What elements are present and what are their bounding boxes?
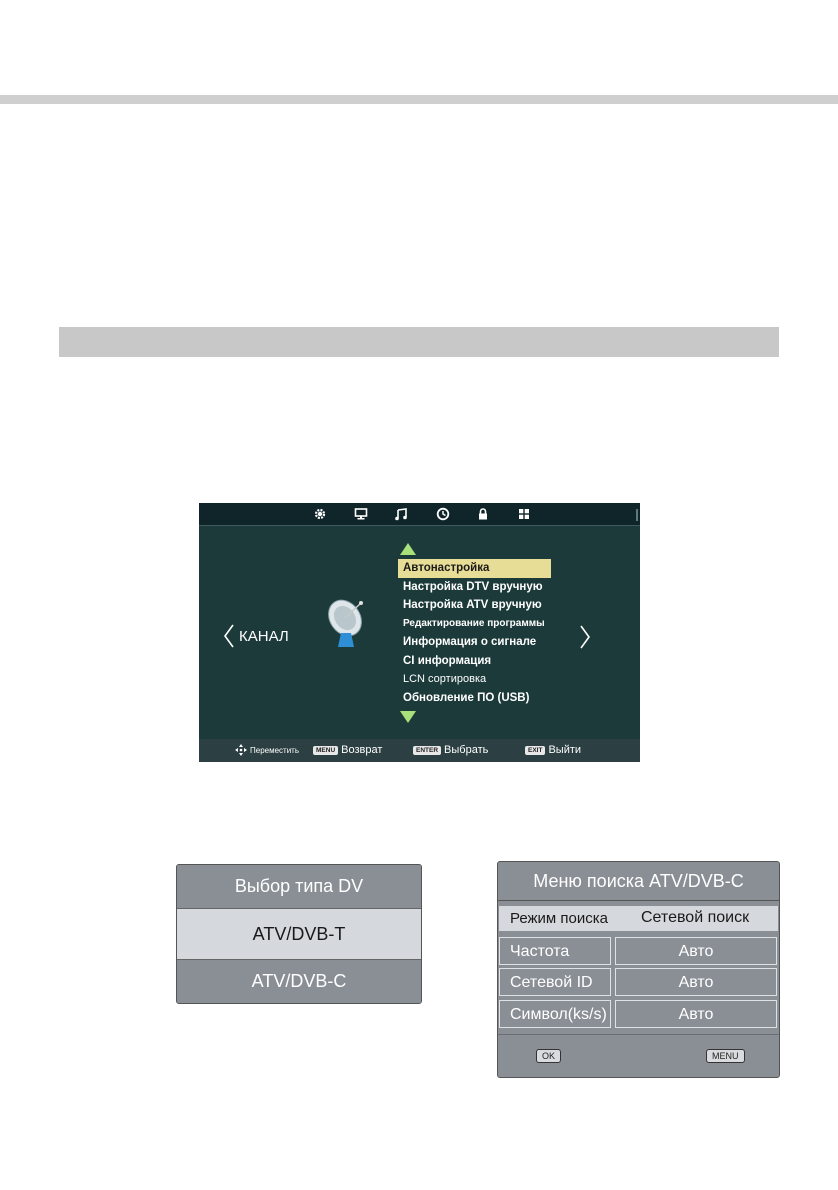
satellite-dish-icon (323, 595, 369, 649)
menu-key-footer[interactable]: MENU (706, 1049, 745, 1063)
enter-key: ENTER (413, 746, 441, 755)
menu-item-auto-tuning[interactable]: Автонастройка (398, 559, 551, 578)
frequency-value[interactable]: Авто (615, 937, 777, 965)
menu-key: MENU (313, 746, 338, 755)
dv-option-dvb-c[interactable]: ATV/DVB-C (177, 960, 421, 1003)
hint-move (235, 744, 299, 756)
category-name: КАНАЛ (239, 627, 289, 645)
symbol-rate-label: Символ(ks/s) (499, 1000, 611, 1028)
scroll-down-icon[interactable] (399, 710, 417, 724)
frequency-label: Частота (499, 937, 611, 965)
chevron-left-icon[interactable] (223, 623, 235, 649)
menu-tab-bar (199, 503, 640, 526)
dv-dialog-title: Выбор типа DV (177, 865, 421, 908)
lock-icon[interactable] (476, 507, 490, 521)
menu-item-software-update[interactable]: Обновление ПО (USB) (403, 691, 530, 704)
menu-item-lcn-sort[interactable]: LCN сортировка (403, 673, 487, 685)
menu-item-dtv-manual[interactable]: Настройка DTV вручную (403, 580, 543, 593)
gear-icon[interactable] (313, 507, 327, 521)
hint-move-label: Переместить (250, 745, 300, 755)
clock-icon[interactable] (436, 507, 450, 521)
music-icon[interactable] (394, 507, 408, 521)
menu-item-signal-info[interactable]: Информация о сигнале (403, 636, 537, 648)
frequency-row (499, 937, 778, 965)
hint-exit (525, 744, 581, 756)
ok-key[interactable]: OK (536, 1049, 561, 1063)
search-mode-value[interactable]: Сетевой поиск (641, 909, 750, 926)
search-mode-row[interactable] (499, 906, 778, 931)
network-id-row (499, 968, 778, 996)
symbol-rate-value[interactable]: Авто (615, 1000, 777, 1028)
search-menu-dialog (497, 861, 780, 1078)
grid-icon[interactable] (517, 507, 531, 521)
menu-item-ci-info[interactable]: CI информация (403, 654, 492, 667)
monitor-icon[interactable] (354, 507, 368, 521)
menu-item-atv-manual[interactable]: Настройка ATV вручную (403, 599, 542, 611)
tv-channel-menu (199, 503, 640, 762)
network-id-label: Сетевой ID (499, 968, 611, 996)
search-mode-label: Режим поиска (510, 910, 608, 927)
scroll-mark (636, 509, 638, 521)
menu-help-bar (199, 739, 640, 762)
hint-back-label: Возврат (341, 744, 383, 756)
move-arrows-icon (235, 744, 247, 756)
search-dialog-title: Меню поиска ATV/DVB-C (498, 862, 779, 901)
symbol-rate-row (499, 1000, 778, 1028)
category-label (223, 623, 289, 649)
hint-select (413, 744, 488, 756)
header-rule (0, 95, 838, 104)
dv-option-dvb-t[interactable]: ATV/DVB-T (177, 908, 421, 960)
search-dialog-footer (498, 1034, 779, 1078)
network-id-value[interactable]: Авто (615, 968, 777, 996)
exit-key: EXIT (525, 746, 545, 755)
hint-exit-label: Выйти (548, 744, 582, 756)
hint-select-label: Выбрать (444, 744, 489, 756)
hint-back (313, 744, 382, 756)
channel-menu-list (398, 559, 638, 707)
dv-type-dialog (176, 864, 422, 1004)
scroll-up-icon[interactable] (399, 542, 417, 556)
menu-item-program-edit[interactable]: Редактирование программы (403, 617, 545, 629)
section-heading-bar (59, 327, 779, 357)
